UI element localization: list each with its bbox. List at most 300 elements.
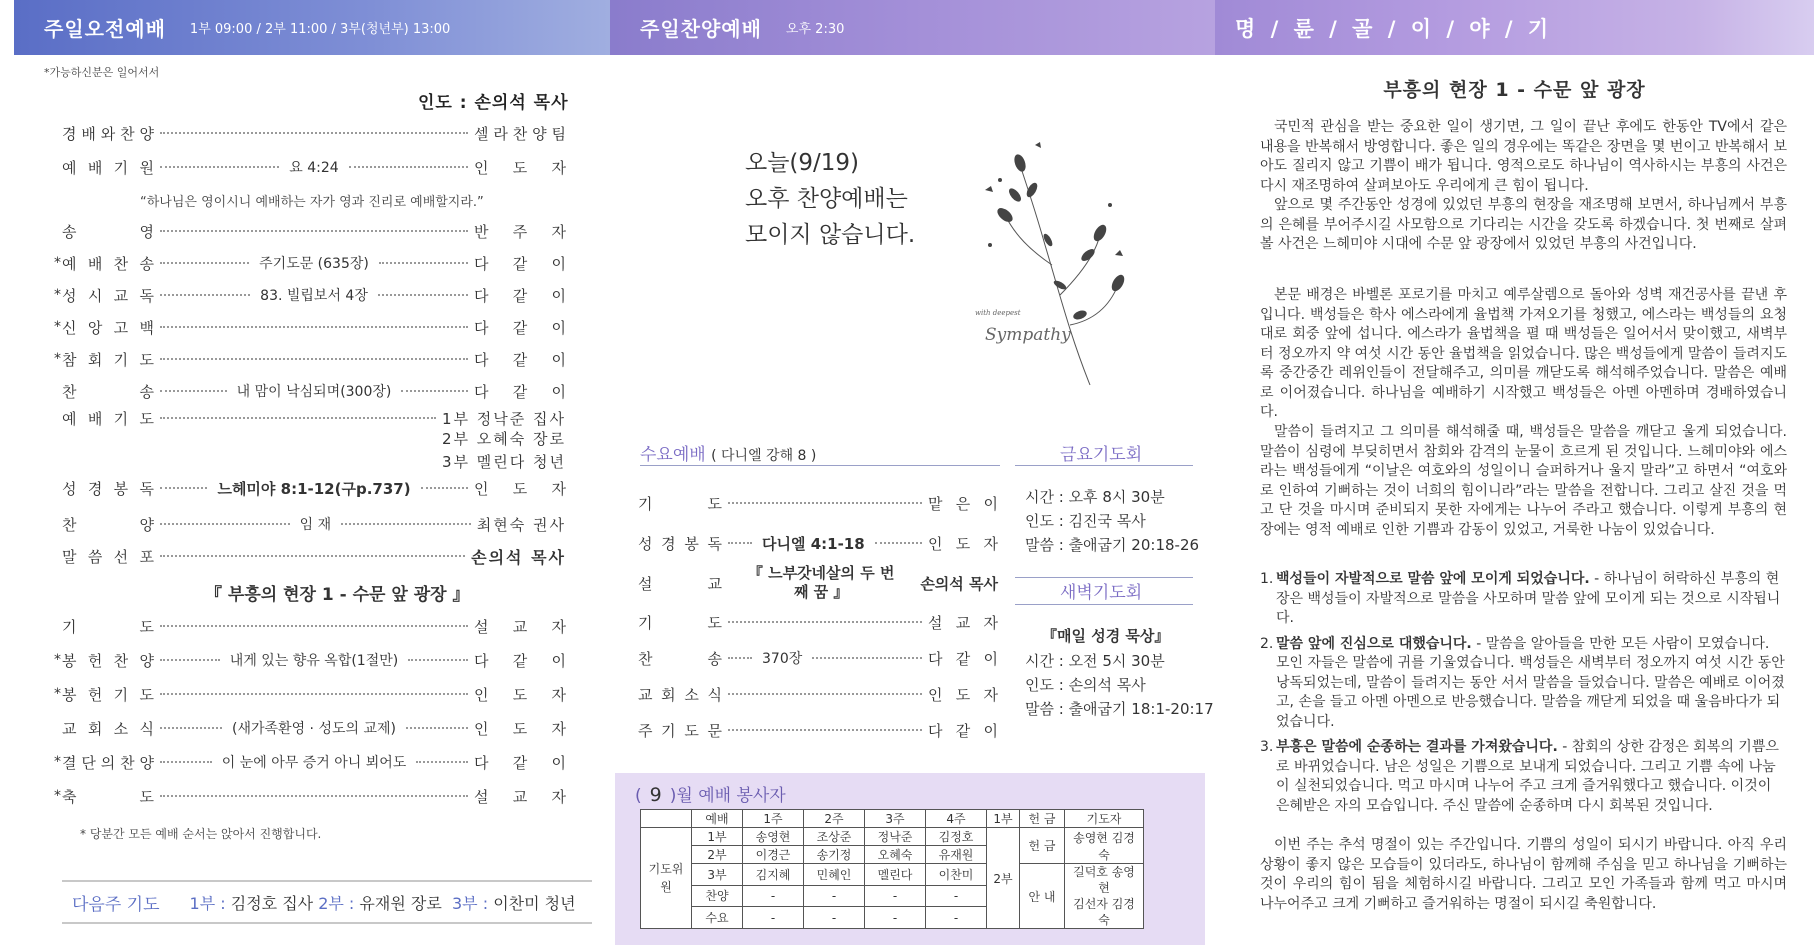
vol-cell: - bbox=[804, 885, 865, 907]
wed-label bbox=[638, 573, 722, 594]
notice-line-2: 오후 찬양예배는 bbox=[745, 186, 908, 212]
glyph: 찬 bbox=[113, 651, 129, 670]
story-list-item-1 bbox=[1260, 570, 1787, 629]
order-person bbox=[474, 616, 566, 637]
order-row bbox=[54, 749, 567, 775]
leader-dots bbox=[728, 502, 922, 504]
glyph: 배 bbox=[87, 158, 103, 177]
leader-dots bbox=[728, 621, 922, 623]
glyph: 다 bbox=[474, 651, 489, 670]
glyph: 말 bbox=[62, 547, 77, 566]
vol-cell: 3부 bbox=[692, 864, 743, 886]
order-detail: 내 맘이 낙심되며(300장) bbox=[236, 384, 392, 400]
afternoon-time: 오후 2:30 bbox=[785, 22, 845, 37]
story-title: 부흥의 현장 1 - 수문 앞 광장 bbox=[1383, 79, 1646, 101]
glyph: 예 bbox=[62, 158, 77, 177]
vol-cell: 2부 bbox=[692, 846, 743, 864]
glyph: 맡 bbox=[928, 494, 943, 513]
order-label bbox=[62, 684, 154, 705]
wed-person bbox=[928, 648, 998, 669]
usher-names-2: 김선자 김경숙 bbox=[1073, 897, 1135, 927]
order-row bbox=[62, 475, 566, 501]
vol-cell: 수요 bbox=[692, 907, 743, 929]
leader-dots bbox=[160, 230, 468, 232]
leader-dots bbox=[160, 523, 290, 525]
leader-dots bbox=[728, 693, 922, 695]
vol-cell: - bbox=[865, 907, 926, 929]
glyph: 같 bbox=[512, 382, 528, 401]
glyph: 설 bbox=[928, 613, 943, 632]
glyph: 인 bbox=[928, 534, 943, 553]
order-row bbox=[54, 647, 567, 673]
afternoon-title: 주일찬양예배 bbox=[640, 17, 762, 41]
order-label bbox=[62, 157, 154, 178]
vol-cell: 김지혜 bbox=[743, 864, 804, 886]
glyph: 자 bbox=[551, 787, 566, 806]
glyph: 선 bbox=[113, 547, 129, 566]
standing-mark: * bbox=[54, 754, 61, 770]
glyph: 교 bbox=[113, 286, 129, 305]
glyph: 이 bbox=[551, 753, 567, 772]
glyph: 주 bbox=[638, 721, 653, 740]
wednesday-row bbox=[638, 528, 998, 558]
prayer-2-text: 2부 오혜숙 장로 bbox=[441, 429, 566, 448]
glyph: 교 bbox=[62, 719, 77, 738]
order-row bbox=[54, 681, 566, 707]
glyph: 배 bbox=[87, 254, 103, 273]
glyph: 배 bbox=[87, 409, 103, 428]
vol-h-3: 3주 bbox=[865, 810, 926, 828]
glyph: 이 bbox=[551, 651, 567, 670]
p1-label: 1부 : bbox=[189, 893, 226, 913]
glyph: 자 bbox=[551, 719, 566, 738]
glyph: 자 bbox=[551, 222, 566, 241]
dawn-word: 말씀 : 출애굽기 18:1-20:17 bbox=[1025, 700, 1214, 718]
card-script-text: Sympathy bbox=[985, 325, 1071, 345]
leader-dots bbox=[160, 795, 468, 797]
li-num: 1. bbox=[1260, 571, 1274, 587]
vol-cell: 송영현 bbox=[743, 828, 804, 846]
leader-dots bbox=[160, 727, 222, 729]
leader-dots bbox=[406, 727, 468, 729]
glyph: 교 bbox=[955, 613, 971, 632]
order-person bbox=[474, 253, 566, 274]
li-text: - 말씀을 알아들을 만한 모든 사람이 모였습니다. 모인 자들은 말씀에 귀를 기울였습니다. 백성들은 새벽부터 정오까지 여섯 시간 동안 낭독되었는데, 말씀이 들려지는 동안 서서 말씀을 들었습니다. 말씀은 예배로 이어졌고, 손을 들고 아멘 아멘으로 반응했습니다. 말씀을 깨닫게 되었을 때 울음바다가 되었습니다. bbox=[1276, 635, 1785, 730]
standing-mark: * bbox=[54, 686, 61, 702]
order-person bbox=[474, 684, 566, 705]
order-label bbox=[62, 546, 154, 567]
order-row bbox=[62, 378, 566, 404]
scripture-quote: “하나님은 영이시니 예배하는 자가 영과 진리로 예배할지라.” bbox=[140, 195, 484, 210]
glyph: 양 bbox=[532, 124, 547, 143]
p3-label: 3부 : bbox=[451, 893, 489, 913]
glyph: 도 bbox=[139, 350, 154, 369]
glyph: 성 bbox=[62, 479, 77, 498]
wed-label bbox=[638, 720, 722, 741]
order-person bbox=[474, 381, 566, 402]
dawn-head: 새벽기도회 bbox=[1060, 583, 1143, 603]
story-header-band bbox=[1215, 0, 1814, 55]
order-label bbox=[62, 718, 154, 739]
leader-dots bbox=[416, 761, 468, 763]
vol-h-7: 기도자 bbox=[1065, 810, 1144, 828]
vol-cell: - bbox=[743, 885, 804, 907]
order-detail: 83. 빌립보서 4장 bbox=[260, 288, 368, 304]
story-p3: 본문 배경은 바벨론 포로기를 마치고 예루살렘으로 돌아와 성벽 재건공사를 끝낸 후입니다. 백성들은 학사 에스라에게 율법책 가져오기를 청했고, 에스라는 백성들의 요청대로 회중 앞에 섭니다. 에스라가 율법책을 펼 때 백성들은 일어서서 맞이했고, 새벽부터 정오까지 약 여섯 시간 동안 율법책을 읽었습니다. 많은 백성들에게 말씀이 들려지도록 중간중간 레위인들이 전달해주고, 의미를 깨닫도록 해석해주었습니다. 말씀은 예배로 이어졌습니다. 하나님을 예배하기 시작했고 백성들은 아멘 아멘하며 경배하였습니다. bbox=[1260, 287, 1787, 420]
volunteers-panel bbox=[615, 773, 1205, 945]
morning-header-band bbox=[14, 0, 610, 55]
seated-footnote: * 당분간 모든 예배 순서는 앉아서 진행합니다. bbox=[80, 827, 322, 841]
vol-row-1 bbox=[641, 828, 1144, 846]
order-person bbox=[474, 349, 566, 370]
stand-note: *가능하신분은 일어서서 bbox=[44, 66, 160, 79]
glyph: 송 bbox=[139, 254, 154, 273]
vol-offering-group: 2부 bbox=[987, 828, 1020, 929]
order-label bbox=[62, 616, 154, 637]
dawn-title: 『매일 성경 묵상』 bbox=[1042, 627, 1170, 645]
glyph: 이 bbox=[551, 286, 567, 305]
glyph: 성 bbox=[638, 534, 653, 553]
glyph: 주 bbox=[512, 222, 528, 241]
glyph: 다 bbox=[474, 254, 489, 273]
li-num: 2. bbox=[1260, 635, 1274, 652]
wednesday-row bbox=[638, 564, 998, 601]
glyph: 같 bbox=[955, 649, 971, 668]
wed-detail: 다니엘 4:1-18 bbox=[762, 534, 865, 553]
glyph: 단 bbox=[81, 753, 96, 772]
glyph: 예 bbox=[62, 254, 77, 273]
next-week-head: 다음주 기도 bbox=[72, 894, 160, 915]
glyph: 다 bbox=[474, 318, 489, 337]
friday-leader: 인도 : 김진국 목사 bbox=[1025, 512, 1146, 530]
glyph: 도 bbox=[512, 479, 528, 498]
glyph: 자 bbox=[551, 685, 566, 704]
glyph: 기 bbox=[113, 350, 129, 369]
glyph: 자 bbox=[983, 613, 998, 632]
glyph: 찬 bbox=[62, 515, 77, 534]
glyph: 경 bbox=[87, 479, 103, 498]
glyph: 봉 bbox=[62, 651, 77, 670]
glyph: 회 bbox=[87, 350, 103, 369]
glyph: 봉 bbox=[113, 479, 129, 498]
order-person bbox=[474, 478, 566, 499]
vol-cell: - bbox=[926, 885, 987, 907]
glyph: 인 bbox=[928, 685, 943, 704]
glyph: 도 bbox=[139, 685, 154, 704]
glyph: 이 bbox=[983, 649, 998, 668]
order-person bbox=[474, 157, 566, 178]
glyph: 양 bbox=[139, 124, 154, 143]
glyph: 인 bbox=[474, 685, 489, 704]
glyph: 반 bbox=[474, 222, 489, 241]
vol-cell: - bbox=[865, 885, 926, 907]
order-person bbox=[474, 123, 566, 144]
glyph: 소 bbox=[684, 685, 699, 704]
glyph: 독 bbox=[139, 479, 154, 498]
vol-cell: 이경근 bbox=[743, 846, 804, 864]
wednesday-row bbox=[638, 643, 998, 673]
glyph: 도 bbox=[139, 409, 154, 428]
glyph: 셀 bbox=[474, 124, 489, 143]
glyph: 자 bbox=[551, 617, 566, 636]
glyph: 자 bbox=[983, 685, 998, 704]
p2-label: 2부 : bbox=[318, 893, 355, 913]
li-text: - 참회의 상한 감정은 회복의 기쁨으로 바뀌었습니다. 남은 성일은 기쁨으로 보내게 되었습니다. 그리고 기쁨 속에 나눔이 실천되었습니다. 먹고 마시며 나누어 주고 크게 즐거워했다고 했습니다. 이것이 은혜받은 자의 모습입니다. 주신 말씀에 순종하며 다시 회복된 것입니다. bbox=[1276, 739, 1779, 814]
sermon-title: 『 부흥의 현장 1 - 수문 앞 광장 』 bbox=[205, 585, 470, 605]
p3-name: 이찬미 청년 bbox=[493, 893, 576, 913]
glyph: 도 bbox=[512, 719, 528, 738]
vol-offering-label: 헌 금 bbox=[1020, 828, 1065, 864]
glyph: 양 bbox=[139, 753, 154, 772]
dawn-leader: 인도 : 손의석 목사 bbox=[1025, 676, 1146, 694]
wed-label bbox=[638, 684, 722, 705]
order-person bbox=[474, 221, 566, 242]
wednesday-row bbox=[638, 607, 998, 637]
standing-mark: * bbox=[54, 319, 61, 335]
order-person bbox=[474, 317, 566, 338]
leader-dots bbox=[401, 390, 468, 392]
notice-line-1: 오늘(9/19) bbox=[745, 150, 860, 176]
glyph: 다 bbox=[474, 753, 489, 772]
glyph: 도 bbox=[955, 534, 971, 553]
vol-cell: 찬양 bbox=[692, 885, 743, 907]
glyph: 예 bbox=[62, 409, 77, 428]
vol-usher-label: 안 내 bbox=[1020, 864, 1065, 929]
glyph: 도 bbox=[955, 685, 971, 704]
glyph: 다 bbox=[474, 382, 489, 401]
card-small-text: with deepest bbox=[975, 309, 1021, 317]
glyph: 도 bbox=[139, 617, 154, 636]
wed-label bbox=[638, 612, 722, 633]
story-p5: 이번 주는 추석 명절이 있는 주간입니다. 기쁨의 성일이 되시기 바랍니다. 아직 우리 상황이 좋지 않은 모습들이 있더라도, 하나님이 함께해 주심을 믿고 하나님을 기뻐하는 것이 우리의 힘이 됨을 체험하시길 바랍니다. 그리고 모인 가족들과 함께 먹고 마시며 나누어주고 크게 기뻐하고 즐거워하는 명절이 되시길 축원합니다. bbox=[1260, 837, 1787, 912]
order-label bbox=[62, 514, 154, 535]
prayer-3 bbox=[62, 448, 566, 474]
li-num: 3. bbox=[1260, 739, 1274, 755]
vol-month: 9 bbox=[649, 784, 662, 806]
order-person bbox=[474, 786, 566, 807]
glyph: 같 bbox=[512, 350, 528, 369]
wednesday-row bbox=[638, 488, 998, 518]
glyph: 자 bbox=[983, 534, 998, 553]
glyph: 앙 bbox=[87, 318, 103, 337]
glyph: 라 bbox=[493, 124, 508, 143]
vol-cell: 이찬미 bbox=[926, 864, 987, 886]
glyph: 은 bbox=[955, 494, 971, 513]
glyph: 도 bbox=[684, 721, 699, 740]
glyph: 인 bbox=[474, 719, 489, 738]
glyph: 찬 bbox=[62, 382, 77, 401]
vol-row-group: 기도위원 bbox=[641, 828, 692, 929]
glyph: 찬 bbox=[512, 124, 528, 143]
next-week-prayer bbox=[62, 880, 592, 924]
glyph: 찬 bbox=[638, 649, 653, 668]
story-band-title: 명 / 륜 / 골 / 이 / 야 / 기 bbox=[1235, 16, 1553, 41]
glyph: 이 bbox=[983, 721, 998, 740]
order-person: 1부 정낙준 집사 bbox=[441, 409, 566, 428]
wednesday-head-text: 수요예배 bbox=[640, 445, 706, 465]
vol-cell: 오혜숙 bbox=[865, 846, 926, 864]
order-detail: 이 눈에 아무 증거 아니 뵈어도 bbox=[221, 755, 407, 771]
glyph: 봉 bbox=[684, 534, 699, 553]
story-p1: 국민적 관심을 받는 중요한 일이 생기면, 그 일이 끝난 후에도 한동안 TV에서 같은 내용을 반복해서 방영합니다. 좋은 일의 경우에는 똑같은 장면을 몇 번이고 반복해서 보아도 질리지 않고 기쁨이 배가 됩니다. 영적으로도 하나님이 역사하시는 부흥의 사건은 다시 재조명하여 살펴보아도 우리에게 큰 힘이 됩니다. bbox=[1260, 119, 1787, 194]
glyph: 자 bbox=[551, 479, 567, 498]
order-row bbox=[62, 511, 566, 537]
glyph: 경 bbox=[661, 534, 676, 553]
glyph: 경 bbox=[62, 124, 77, 143]
leader-dots bbox=[160, 555, 465, 557]
wed-person bbox=[928, 533, 998, 554]
order-row bbox=[62, 543, 566, 569]
sympathy-flower-illustration bbox=[960, 135, 1140, 395]
volunteers-head bbox=[635, 781, 786, 806]
story-column bbox=[1215, 0, 1814, 945]
glyph: 도 bbox=[512, 685, 528, 704]
standing-mark: * bbox=[54, 255, 61, 271]
afternoon-column bbox=[610, 0, 1215, 945]
glyph: 자 bbox=[551, 158, 567, 177]
order-row bbox=[54, 282, 567, 308]
glyph: 기 bbox=[661, 721, 676, 740]
leader-dots bbox=[160, 487, 207, 489]
leader-dots bbox=[812, 657, 922, 659]
leader-dots bbox=[421, 487, 468, 489]
wed-person bbox=[928, 684, 998, 705]
glyph: 이 bbox=[551, 350, 566, 369]
order-label bbox=[62, 285, 154, 306]
glyph: 원 bbox=[139, 158, 154, 177]
vol-cell: 송기정 bbox=[804, 846, 865, 864]
glyph: 기 bbox=[638, 494, 653, 513]
vol-cell: - bbox=[926, 907, 987, 929]
standing-mark: * bbox=[54, 652, 61, 668]
glyph: 이 bbox=[551, 254, 566, 273]
glyph: 고 bbox=[113, 318, 129, 337]
glyph: 송 bbox=[139, 382, 154, 401]
order-row bbox=[62, 613, 566, 639]
morning-title: 주일오전예배 bbox=[44, 17, 166, 41]
glyph: 같 bbox=[512, 286, 528, 305]
order-label bbox=[62, 123, 154, 144]
wed-detail: 『 느부갓네살의 두 번째 꿈 』 bbox=[747, 564, 895, 601]
glyph: 교 bbox=[707, 574, 722, 593]
friday-word: 말씀 : 출애굽기 20:18-26 bbox=[1025, 536, 1200, 554]
order-row bbox=[62, 715, 566, 741]
leader-dots bbox=[160, 659, 220, 661]
vol-h-1: 1주 bbox=[743, 810, 804, 828]
glyph: 이 bbox=[551, 318, 566, 337]
glyph: 회 bbox=[661, 685, 676, 704]
p1-name: 김정호 집사 bbox=[230, 893, 314, 913]
leader-dots bbox=[160, 417, 436, 419]
glyph: 도 bbox=[707, 494, 722, 513]
glyph: 기 bbox=[113, 158, 129, 177]
order-detail: (새가족환영 · 성도의 교제) bbox=[232, 721, 396, 737]
vol-h-0: 예배 bbox=[692, 810, 743, 828]
glyph: 와 bbox=[100, 124, 116, 143]
order-person bbox=[474, 285, 566, 306]
glyph: 송 bbox=[62, 222, 77, 241]
friday-underline bbox=[1015, 465, 1193, 466]
order-row bbox=[54, 314, 566, 340]
order-row bbox=[54, 783, 566, 809]
leader-dots bbox=[160, 761, 212, 763]
standing-mark: * bbox=[54, 287, 61, 303]
leader-dots bbox=[349, 166, 468, 168]
morning-service-column bbox=[0, 0, 610, 945]
glyph: 독 bbox=[707, 534, 722, 553]
glyph: 다 bbox=[928, 649, 943, 668]
glyph: 식 bbox=[707, 685, 722, 704]
li-bold: 부흥은 말씀에 순종하는 결과를 가져왔습니다. bbox=[1276, 739, 1558, 755]
wednesday-head bbox=[640, 440, 816, 465]
order-label bbox=[62, 221, 154, 242]
wed-label bbox=[638, 648, 722, 669]
order-row bbox=[62, 218, 566, 244]
glyph: 찬 bbox=[120, 753, 135, 772]
order-detail: 임 재 bbox=[299, 517, 332, 533]
glyph: 다 bbox=[474, 350, 489, 369]
leader-dots bbox=[160, 294, 250, 296]
glyph: 헌 bbox=[87, 685, 103, 704]
vol-cell: 정낙준 bbox=[865, 828, 926, 846]
volunteers-table bbox=[640, 809, 1144, 929]
order-detail: 요 4:24 bbox=[289, 160, 339, 176]
li-bold: 백성들이 자발적으로 말씀 앞에 모이게 되었습니다. bbox=[1276, 571, 1590, 587]
glyph: 찬 bbox=[113, 254, 129, 273]
usher-names-1: 길덕호 송영현 bbox=[1073, 865, 1135, 895]
glyph: 같 bbox=[512, 651, 528, 670]
p2-name: 유재원 장로 bbox=[359, 893, 442, 913]
leader-dots bbox=[160, 166, 279, 168]
afternoon-header-band bbox=[610, 0, 1215, 55]
order-label bbox=[62, 381, 154, 402]
order-label bbox=[62, 786, 154, 807]
leader-dots bbox=[341, 523, 471, 525]
leader-dots bbox=[160, 262, 249, 264]
glyph: 백 bbox=[139, 318, 154, 337]
morning-leader: 인도 : 손의석 목사 bbox=[418, 93, 569, 113]
wednesday-underline bbox=[640, 465, 1000, 466]
wed-person bbox=[928, 493, 998, 514]
order-person: 최현숙 권사 bbox=[476, 515, 566, 534]
leader-dots bbox=[378, 294, 468, 296]
glyph: 교 bbox=[638, 685, 653, 704]
vol-cell: 김정호 bbox=[926, 828, 987, 846]
glyph: 헌 bbox=[87, 651, 103, 670]
order-detail: 느헤미야 8:1-12(구p.737) bbox=[217, 479, 411, 498]
vol-corner bbox=[641, 810, 692, 828]
glyph: 결 bbox=[62, 753, 77, 772]
glyph: 포 bbox=[139, 547, 154, 566]
story-list bbox=[1260, 570, 1787, 822]
li-text: - 하나님이 허락하신 부흥의 현장은 백성들이 자발적으로 말씀을 사모하며 말씀 앞에 모이게 되는 것으로 시작됩니다. bbox=[1276, 571, 1781, 626]
glyph: 다 bbox=[928, 721, 943, 740]
vol-offering-names: 송영현 김경숙 bbox=[1065, 828, 1144, 864]
order-person bbox=[474, 752, 566, 773]
glyph: 독 bbox=[139, 286, 154, 305]
vol-head-post: )월 예배 봉사자 bbox=[669, 786, 786, 806]
glyph: 같 bbox=[512, 318, 528, 337]
story-list-item-3 bbox=[1260, 738, 1787, 816]
leader-dots bbox=[875, 542, 922, 544]
vol-cell: 멜린다 bbox=[865, 864, 926, 886]
dawn-time: 시간 : 오전 5시 30분 bbox=[1025, 652, 1165, 670]
glyph: 양 bbox=[139, 515, 154, 534]
glyph: 이 bbox=[983, 494, 998, 513]
wednesday-row bbox=[638, 715, 998, 745]
glyph: 송 bbox=[707, 649, 722, 668]
order-row bbox=[54, 250, 566, 276]
